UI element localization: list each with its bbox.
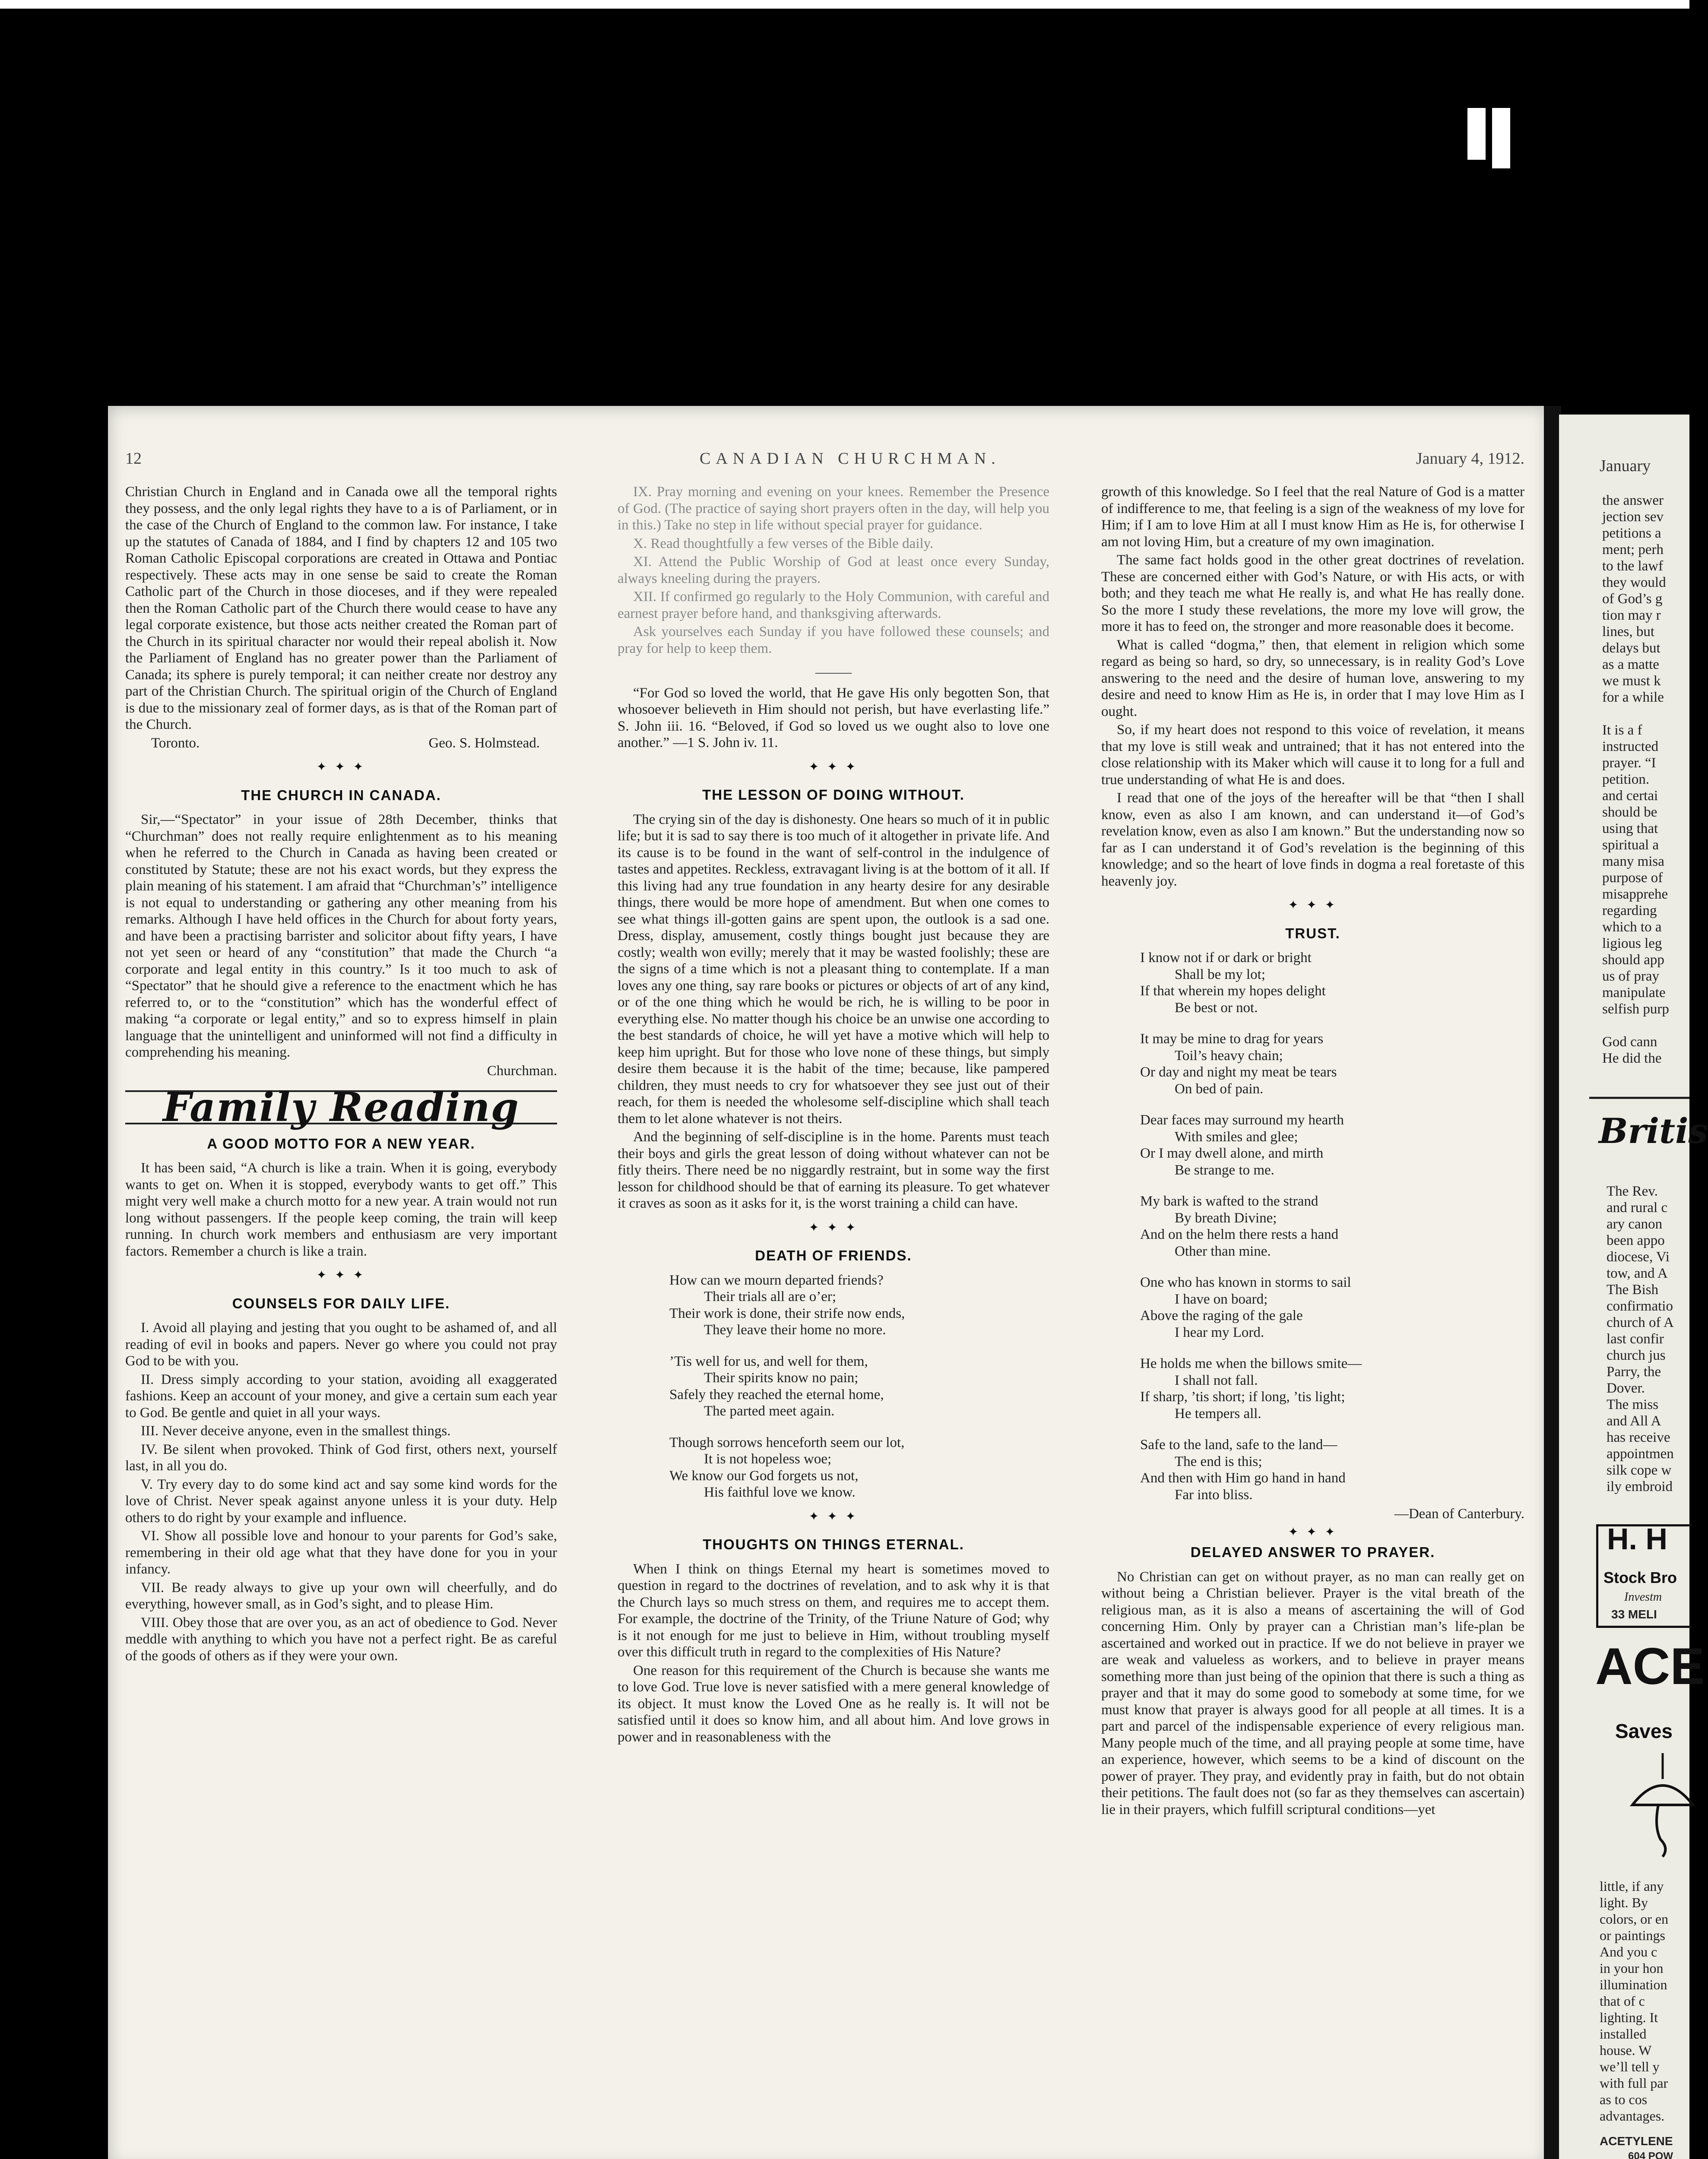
adjacent-text-line: ily embroid bbox=[1607, 1479, 1673, 1494]
counsel-item: XII. If confirmed go regularly to the Holy Communion, with careful and earnest prayer before hand, and thanksgiving afterwards. bbox=[618, 589, 1049, 621]
adjacent-text-line: which to a bbox=[1602, 919, 1662, 935]
adjacent-text-line: many misa bbox=[1602, 854, 1664, 869]
adjacent-text-line: with full par bbox=[1600, 2075, 1668, 2091]
article-text: What is called “dogma,” then, that element in religion which some regard as being so hard, so dry, so unnecessary, is in reality God’s Love answering to the need and the desire of human love, answering to my desire and need to know Him as He is, in order that I may love Him as I ought. bbox=[1101, 637, 1524, 719]
poem-line: Or day and night my meat be tears bbox=[1140, 1064, 1337, 1080]
ad-footer: ACETYLENE bbox=[1600, 2134, 1673, 2148]
poem-death-of-friends bbox=[669, 1272, 1049, 1501]
counsel-item: II. Dress simply according to your station, avoiding all exaggerated fashions. Keep an account of your money, and give a certain sum each year to God. Be gentle and quiet in all your ways. bbox=[125, 1371, 557, 1421]
heading-trust: TRUST. bbox=[1285, 925, 1340, 941]
masthead-title: CANADIAN CHURCHMAN. bbox=[700, 450, 1001, 468]
poem-line: On bed of pain. bbox=[1175, 1081, 1264, 1097]
poem-line: I have on board; bbox=[1175, 1291, 1268, 1307]
heading-thoughts-eternal: THOUGHTS ON THINGS ETERNAL. bbox=[703, 1536, 964, 1552]
signature-name: Geo. S. Holmstead. bbox=[428, 735, 540, 751]
poem-line: The end is this; bbox=[1175, 1453, 1262, 1469]
poem-line: By breath Divine; bbox=[1175, 1210, 1277, 1226]
section-divider: ✦ ✦ ✦ bbox=[808, 1221, 859, 1235]
adjacent-text-line: church jus bbox=[1607, 1348, 1666, 1363]
adjacent-text-line: as a matte bbox=[1602, 657, 1659, 672]
poem-line: Safe to the land, safe to the land— bbox=[1140, 1437, 1337, 1453]
adjacent-text-line: and certai bbox=[1602, 788, 1658, 804]
section-divider: ✦ ✦ ✦ bbox=[316, 760, 366, 774]
section-divider: ✦ ✦ ✦ bbox=[1288, 1525, 1338, 1539]
adjacent-text-line: house. W bbox=[1600, 2042, 1652, 2058]
poem-line: He tempers all. bbox=[1175, 1406, 1261, 1421]
article-text: When I think on things Eternal my heart is sometimes moved to question in regard to the doctrines of revelation, and to ask why it is that the Church lays so much stress on them, and requires me to accept them. For example, the doctrine of the Trinity, of the Triune Nature of God; why is it not enough for me just to believe in Him, without troubling myself over this difficult truth in regard to the complexities of His Nature? bbox=[618, 1561, 1049, 1660]
scan-border bbox=[0, 0, 1689, 9]
section-divider: ——— bbox=[815, 666, 852, 679]
poem-line: One who has known in storms to sail bbox=[1140, 1275, 1351, 1290]
signature-place: Toronto. bbox=[151, 735, 200, 751]
adjacent-text-line: or paintings bbox=[1600, 1928, 1665, 1943]
poem-line: It may be mine to drag for years bbox=[1140, 1031, 1324, 1047]
adjacent-text-line: prayer. “I bbox=[1602, 755, 1656, 771]
newspaper-page bbox=[108, 406, 1548, 2159]
adjacent-text-line: last confir bbox=[1607, 1331, 1664, 1347]
ad-tagline: Investm bbox=[1624, 1590, 1662, 1604]
page-number: 12 bbox=[125, 450, 142, 468]
adjacent-text-line: The Bish bbox=[1607, 1282, 1659, 1298]
adjacent-text-line bbox=[1602, 706, 1689, 722]
poem-line: With smiles and glee; bbox=[1175, 1129, 1298, 1145]
adjacent-text-line bbox=[1602, 1017, 1689, 1034]
article-text: The same fact holds good in the other great doctrines of revelation. These are concerned either with God’s Nature, or with His acts, or with both; and they teach me what He really is, and what He has really done. So the more I study these revelations, the more my love will grow, the more it has to feed on, the stronger and more reasonable does it become. bbox=[1101, 552, 1524, 634]
adjacent-text-line: been appo bbox=[1607, 1233, 1665, 1248]
adjacent-text-line: It is a f bbox=[1602, 722, 1642, 738]
article-text: No Christian can get on without prayer, as no man can really get on without being a Christian believer. Prayer is the vital breath of the religious man, as it is also a means of ascertaining the will of God concerning Him. Only by prayer can a Christian man’s life-plan be ascertained and worked out in practice. If we do not believe in prayer we are weak and valueless as workers, and to believe in prayer means something more than just being of the opinion that there is such a thing as prayer and that it may do some good to somebody at some time, for we must know that prayer is always good for all people at all times. It is a part and parcel of the indispensable experience of every religious man. Many people much of the time, and all praying people at some time, have an experience, however, which seems to be a kind of discount on the power of prayer. They pray, and evidently pray in faith, but do not obtain their petitions. The fault does not (so far as they themselves can ascertain) lie in their prayers, which fulfill scriptural conditions—yet bbox=[1101, 1569, 1524, 1817]
poem-line: Dear faces may surround my hearth bbox=[1140, 1112, 1344, 1128]
adjacent-text-line: God cann bbox=[1602, 1034, 1657, 1050]
poem-line: It is not hopeless woe; bbox=[704, 1451, 832, 1467]
poem-line: My bark is wafted to the strand bbox=[1140, 1193, 1318, 1209]
adjacent-text-line: of God’s g bbox=[1602, 591, 1663, 607]
poem-trust bbox=[1140, 950, 1524, 1503]
poem-line: Their spirits know no pain; bbox=[704, 1370, 859, 1386]
poem-attribution: —Dean of Canterbury. bbox=[1394, 1506, 1524, 1522]
adjacent-text-line: they would bbox=[1602, 575, 1666, 590]
adjacent-page-text bbox=[1602, 492, 1689, 1067]
adjacent-text-line: And you c bbox=[1600, 1944, 1657, 1960]
adjacent-text-line: manipulate bbox=[1602, 985, 1666, 1000]
page-header bbox=[125, 449, 1524, 475]
adjacent-text-line: regarding bbox=[1602, 903, 1657, 918]
poem-line: Though sorrows henceforth seem our lot, bbox=[669, 1434, 905, 1450]
adjacent-text-line: using that bbox=[1602, 821, 1658, 836]
adjacent-text-line: The miss bbox=[1607, 1397, 1659, 1412]
section-divider: ✦ ✦ ✦ bbox=[1288, 899, 1338, 912]
adjacent-text-line: ligious leg bbox=[1602, 936, 1662, 951]
section-divider: ✦ ✦ ✦ bbox=[316, 1269, 366, 1282]
heading-church-in-canada: THE CHURCH IN CANADA. bbox=[241, 787, 441, 803]
adjacent-page-text bbox=[1607, 1183, 1689, 1495]
adjacent-text-line: advantages. bbox=[1600, 2108, 1665, 2124]
article-text: I read that one of the joys of the hereafter will be that “then I shall know, even as also I am known, and can understand it—of God’s revelation know, even as also I am known.” But the understanding now so far as I can understand it of God’s revelation is the beginning of this knowledge; and so the heart of love finds in dogma a real foretaste of this heavenly joy. bbox=[1101, 790, 1524, 889]
adjacent-text-line: illumination bbox=[1600, 1977, 1667, 1992]
poem-line: He holds me when the billows smite— bbox=[1140, 1356, 1362, 1371]
adjacent-text-line: appointmen bbox=[1607, 1446, 1674, 1462]
poem-line: How can we mourn departed friends? bbox=[669, 1272, 884, 1288]
adjacent-text-line: silk cope w bbox=[1607, 1463, 1672, 1478]
adjacent-text-line: we must k bbox=[1602, 673, 1661, 689]
adjacent-text-line: installed bbox=[1600, 2026, 1647, 2042]
poem-line: Their trials all are o’er; bbox=[704, 1289, 837, 1304]
adjacent-text-line: spiritual a bbox=[1602, 837, 1659, 853]
ad-address-line: 604 POW bbox=[1628, 2150, 1673, 2159]
article-text: So, if my heart does not respond to this voice of revelation, it means that my love is still weak and untrained; that it has not entered into the close relationship with its Maker which will cause it to long for a full and true understanding of what He is and does. bbox=[1101, 722, 1524, 788]
adjacent-text-line: instructed bbox=[1602, 739, 1659, 754]
adjacent-text-line: we’ll tell y bbox=[1600, 2059, 1660, 2074]
adjacent-text-line: church of A bbox=[1607, 1315, 1674, 1330]
adjacent-text-line: delays but bbox=[1602, 640, 1660, 656]
adjacent-page-text bbox=[1600, 1878, 1689, 2124]
poem-line: And then with Him go hand in hand bbox=[1140, 1470, 1346, 1486]
adjacent-page bbox=[1559, 415, 1708, 2159]
poem-line: His faithful love we know. bbox=[704, 1485, 856, 1500]
issue-date: January 4, 1912. bbox=[1416, 450, 1524, 468]
poem-line: Be strange to me. bbox=[1175, 1162, 1274, 1178]
adjacent-text-line: purpose of bbox=[1602, 870, 1663, 886]
section-divider: ✦ ✦ ✦ bbox=[808, 760, 859, 774]
column-2 bbox=[618, 484, 1049, 1747]
adjacent-text-line: should app bbox=[1602, 952, 1664, 968]
article-text: Christian Church in England and in Canada owe all the temporal rights they possess, and the only legal rights they have to a is of Parliament, or in the case of the Church of England to the common law. For instance, I take up the statutes of Canada of 1884, and I find by chapters 12 and 105 two Roman Catholic Episcopal corporations are created in Ottawa and Pontiac respectively. These acts may in one sense be said to create the Roman Catholic part of the Church in those dioceses, and if they were repealed then the Roman Catholic part of the Church there would cease to have any legal corporate existence, but those acts neither created the Roman part of the Church in its spiritual character nor would their repeal abolish it. Now the Parliament of England has no greater power than the Parliament of Canada; its sphere is purely temporal; it can neither create nor destroy any part of the Christian Church. The spiritual origin of the Church of England is due to the missionary zeal of former days, as is that of the Roman part of the Church. bbox=[125, 484, 557, 732]
advertisement-box bbox=[1596, 1524, 1692, 1628]
poem-line: And on the helm there rests a hand bbox=[1140, 1227, 1339, 1242]
heading-delayed-answer: DELAYED ANSWER TO PRAYER. bbox=[1190, 1544, 1435, 1560]
poem-line: The parted meet again. bbox=[704, 1403, 835, 1419]
column-3 bbox=[1101, 484, 1524, 1820]
adjacent-text-line: colors, or en bbox=[1600, 1911, 1669, 1927]
ad-subheading: Stock Bro bbox=[1603, 1569, 1677, 1586]
adjacent-text-line: confirmatio bbox=[1607, 1298, 1673, 1314]
poem-line: Far into bliss. bbox=[1175, 1487, 1253, 1503]
adjacent-page-header: January bbox=[1600, 457, 1651, 475]
poem-line: Above the raging of the gale bbox=[1140, 1308, 1303, 1323]
letter-signature: Churchman. bbox=[487, 1063, 557, 1079]
heading-good-motto: A GOOD MOTTO FOR A NEW YEAR. bbox=[207, 1135, 475, 1152]
adjacent-text-line: and All A bbox=[1607, 1413, 1661, 1429]
counsel-item: IX. Pray morning and evening on your knees. Remember the Presence of God. (The practice of saying short prayers often in the day, will help you in this.) Take no step in life without special prayer for guidance. bbox=[618, 484, 1049, 533]
adjacent-text-line: The Rev. bbox=[1607, 1184, 1658, 1199]
counsel-item: VI. Show all possible love and honour to your parents for God’s sake, remembering in their old age what that they have done for you in your infancy. bbox=[125, 1528, 557, 1577]
poem-line: Their work is done, their strife now ends, bbox=[669, 1305, 905, 1321]
adjacent-text-line: ary canon bbox=[1607, 1216, 1663, 1232]
adjacent-text-line: the answer bbox=[1602, 493, 1664, 508]
adjacent-text-line: tow, and A bbox=[1607, 1266, 1668, 1281]
poem-line: Or I may dwell alone, and mirth bbox=[1140, 1146, 1324, 1161]
adjacent-text-line: light. By bbox=[1600, 1895, 1648, 1910]
section-title-family-reading: Family Reading bbox=[125, 1090, 557, 1124]
lamp-icon bbox=[1628, 1753, 1697, 1861]
poem-line: I hear my Lord. bbox=[1175, 1324, 1264, 1340]
poem-line: They leave their home no more. bbox=[704, 1322, 886, 1338]
counsel-item: XI. Attend the Public Worship of God at least once every Sunday, always kneeling during the prayers. bbox=[618, 554, 1049, 586]
poem-line: Safely they reached the eternal home, bbox=[669, 1387, 884, 1402]
adjacent-heading: Britis bbox=[1599, 1111, 1708, 1151]
ad-address bbox=[1628, 2150, 1683, 2159]
counsel-item: VIII. Obey those that are over you, as an act of obedience to God. Never meddle with anything to which you have not a perfect right. Be as careful of the goods of others as if they were your own. bbox=[125, 1615, 557, 1664]
adjacent-text-line: tion may r bbox=[1602, 608, 1661, 623]
adjacent-text-line: and rural c bbox=[1607, 1200, 1668, 1216]
poem-line: We know our God forgets us not, bbox=[669, 1468, 859, 1484]
adjacent-text-line: that of c bbox=[1600, 1993, 1645, 2009]
adjacent-text-line: Parry, the bbox=[1607, 1364, 1661, 1380]
poem-line: Other than mine. bbox=[1175, 1243, 1271, 1259]
adjacent-text-line: has receive bbox=[1607, 1430, 1670, 1445]
adjacent-text-line: for a while bbox=[1602, 690, 1664, 705]
adjacent-text-line: us of pray bbox=[1602, 969, 1659, 984]
adjacent-text-line: lines, but bbox=[1602, 624, 1654, 639]
poem-line: Shall be my lot; bbox=[1175, 966, 1265, 982]
article-text: It has been said, “A church is like a train. When it is going, everybody wants to get on. When it is stopped, everybody wants to get off.” This might very well make a church motto for a new year. A train would not run long without passengers. If the people keep coming, the train will keep running. In church work members and enthusiasm are very important factors. Remember a church is like a train. bbox=[125, 1160, 557, 1259]
poem-line: ’Tis well for us, and well for them, bbox=[669, 1353, 868, 1369]
scripture-verse: “For God so loved the world, that He gave His only begotten Son, that whosoever believeth in Him should not perish, but have everlasting life.” S. John iii. 16. “Beloved, if God so loved us we ought also to love one another.” —1 S. John iv. 11. bbox=[618, 685, 1049, 750]
adjacent-text-line: jection sev bbox=[1602, 509, 1664, 525]
adjacent-text-line: ment; perh bbox=[1602, 542, 1664, 557]
poem-line: Be best or not. bbox=[1175, 1000, 1258, 1016]
poem-line: I know not if or dark or bright bbox=[1140, 950, 1312, 966]
ad-subheading-saves: Saves bbox=[1615, 1720, 1673, 1742]
page-gutter bbox=[1544, 406, 1561, 2159]
ad-address: 33 MELI bbox=[1611, 1608, 1657, 1621]
counsel-item: VII. Be ready always to give up your own will cheerfully, and do everything, however small, as in God’s sight, and to please Him. bbox=[125, 1580, 557, 1612]
heading-lesson-doing-without: THE LESSON OF DOING WITHOUT. bbox=[702, 787, 965, 803]
counsel-item: IV. Be silent when provoked. Think of God first, others next, yourself last, in all you do. bbox=[125, 1441, 557, 1474]
adjacent-text-line: He did the bbox=[1602, 1051, 1662, 1066]
adjacent-text-line: petition. bbox=[1602, 772, 1650, 787]
adjacent-text-line: as to cos bbox=[1600, 2092, 1648, 2107]
counsel-item: III. Never deceive anyone, even in the smallest things. bbox=[141, 1423, 451, 1439]
article-text: The crying sin of the day is dishonesty. One hears so much of it in public life; but it is sad to say there is too much of it altogether in private life. And its cause is to be found in the want of self-control in the indulgence of tastes and appetites. Reckless, extravagant living is at the bottom of it all. If this living had any true foundation in any hearty desire for any desirable things, there would be more hope of amendment. But when one comes to see what things ill-gotten gains are spent upon, the outlook is a sad one. Dress, display, amusement, costly things bought just because they are costly; wealth won evilly; merely that it may be wasted foolishly; these are the signs of a time which is not a pleasant thing to contemplate. If a man loves any one thing, say rare books or pictures or objects of art of any kind, or of the one thing which he would be rich, he is willing to be poor in everything else. No matter though his choice be an unwise one according to the best standards of choice, he will yet have a motive which will help to keep him upright. But for those who love none of these things, but simply desire them because it is the habit of the time; because, like pampered children, they must needs to cry for whatsoever they see just out of their reach, for them is needed the wholesome self-discipline which shall teach them to let alone whatever is not theirs. bbox=[618, 811, 1049, 1127]
poem-line: If sharp, ’tis short; if long, ’tis light; bbox=[1140, 1389, 1345, 1405]
poem-line: If that wherein my hopes delight bbox=[1140, 983, 1326, 999]
counsel-item: Ask yourselves each Sunday if you have followed these counsels; and pray for help to keep them. bbox=[618, 624, 1049, 656]
adjacent-text-line: little, if any bbox=[1600, 1878, 1664, 1894]
ad-heading-ace: ACE bbox=[1595, 1637, 1705, 1695]
adjacent-text-line: lighting. It bbox=[1600, 2010, 1658, 2025]
clip-mark bbox=[1467, 108, 1486, 160]
adjacent-text-line: to the lawf bbox=[1602, 558, 1664, 574]
counsel-item: I. Avoid all playing and jesting that you ought to be ashamed of, and all reading of evil in books and papers. Never go where you could not pray God to be with you. bbox=[125, 1320, 557, 1369]
adjacent-text-line: in your hon bbox=[1600, 1960, 1664, 1976]
letter-text: Sir,—“Spectator” in your issue of 28th December, thinks that “Churchman” does not really require enlightenment as to his meaning when he referred to the Church in Canada as having been created or constituted by Statute; these are not his exact words, but they express the plain meaning of his statement. I am afraid that “Churchman’s” intelligence is not equal to understanding or gathering any other meaning from his remarks. Although I have held offices in the Church for about forty years, and have been a practising barrister and solicitor about fifty years, I have not yet seen or heard of any “constitution” that made the Church “a corporate and legal entity in this country.” Is it too much to ask of “Spectator” that he should give a reference to the enactment which he has referred to, or to the “constitution” which has the wonderful effect of making “a corporate or legal entity,” and so to express himself in plain language that the unintelligent and uninformed will not find a difficulty in comprehending his meaning. bbox=[125, 812, 557, 1060]
adjacent-text-line: petitions a bbox=[1602, 526, 1661, 541]
article-text: One reason for this requirement of the Church is because she wants me to love God. True love is never satisfied with a mere general knowledge of its object. It must know the Loved One as he really is. It will not be satisfied until it does so know him, and all about him. And love grows in power and in reasonableness with the bbox=[618, 1662, 1049, 1745]
counsel-item: V. Try every day to do some kind act and say some kind words for the love of Christ. Never speak against anyone unless it is your duty. Help others to do right by your example and influence. bbox=[125, 1476, 557, 1526]
ad-heading: H. H bbox=[1607, 1522, 1667, 1556]
adjacent-text-line: diocese, Vi bbox=[1607, 1249, 1670, 1265]
heading-death-of-friends: DEATH OF FRIENDS. bbox=[755, 1247, 912, 1263]
poem-line: I shall not fall. bbox=[1175, 1372, 1258, 1388]
column-1 bbox=[125, 484, 557, 1666]
adjacent-text-line: Dover. bbox=[1607, 1380, 1645, 1396]
article-text: growth of this knowledge. So I feel that the real Nature of God is a matter of indifference to me, that feeling is a sign of the weakness of my love for Him; if I am to love Him at all I must know Him as He is, for otherwise I am not loving Him, but a creature of my own imagination. bbox=[1101, 484, 1524, 550]
heading-counsels: COUNSELS FOR DAILY LIFE. bbox=[232, 1295, 450, 1311]
article-text: And the beginning of self-discipline is in the home. Parents must teach their boys and girls the great lesson of doing without whatever can not be fitly theirs. There need be no niggardly restraint, but in some way the first lesson for childhood should be that of earning its pleasure. To get whatever it craves as soon as it asks for it, is the worst training a child can have. bbox=[618, 1129, 1049, 1211]
poem-line: Toil’s heavy chain; bbox=[1175, 1048, 1283, 1064]
adjacent-text-line: misapprehe bbox=[1602, 886, 1668, 902]
adjacent-text-line: should be bbox=[1602, 804, 1657, 820]
clip-mark bbox=[1492, 108, 1510, 168]
adjacent-text-line: selfish purp bbox=[1602, 1001, 1669, 1017]
section-divider: ✦ ✦ ✦ bbox=[808, 1510, 859, 1523]
counsel-item: X. Read thoughtfully a few verses of the Bible daily. bbox=[633, 535, 934, 551]
rule bbox=[1589, 1097, 1689, 1099]
